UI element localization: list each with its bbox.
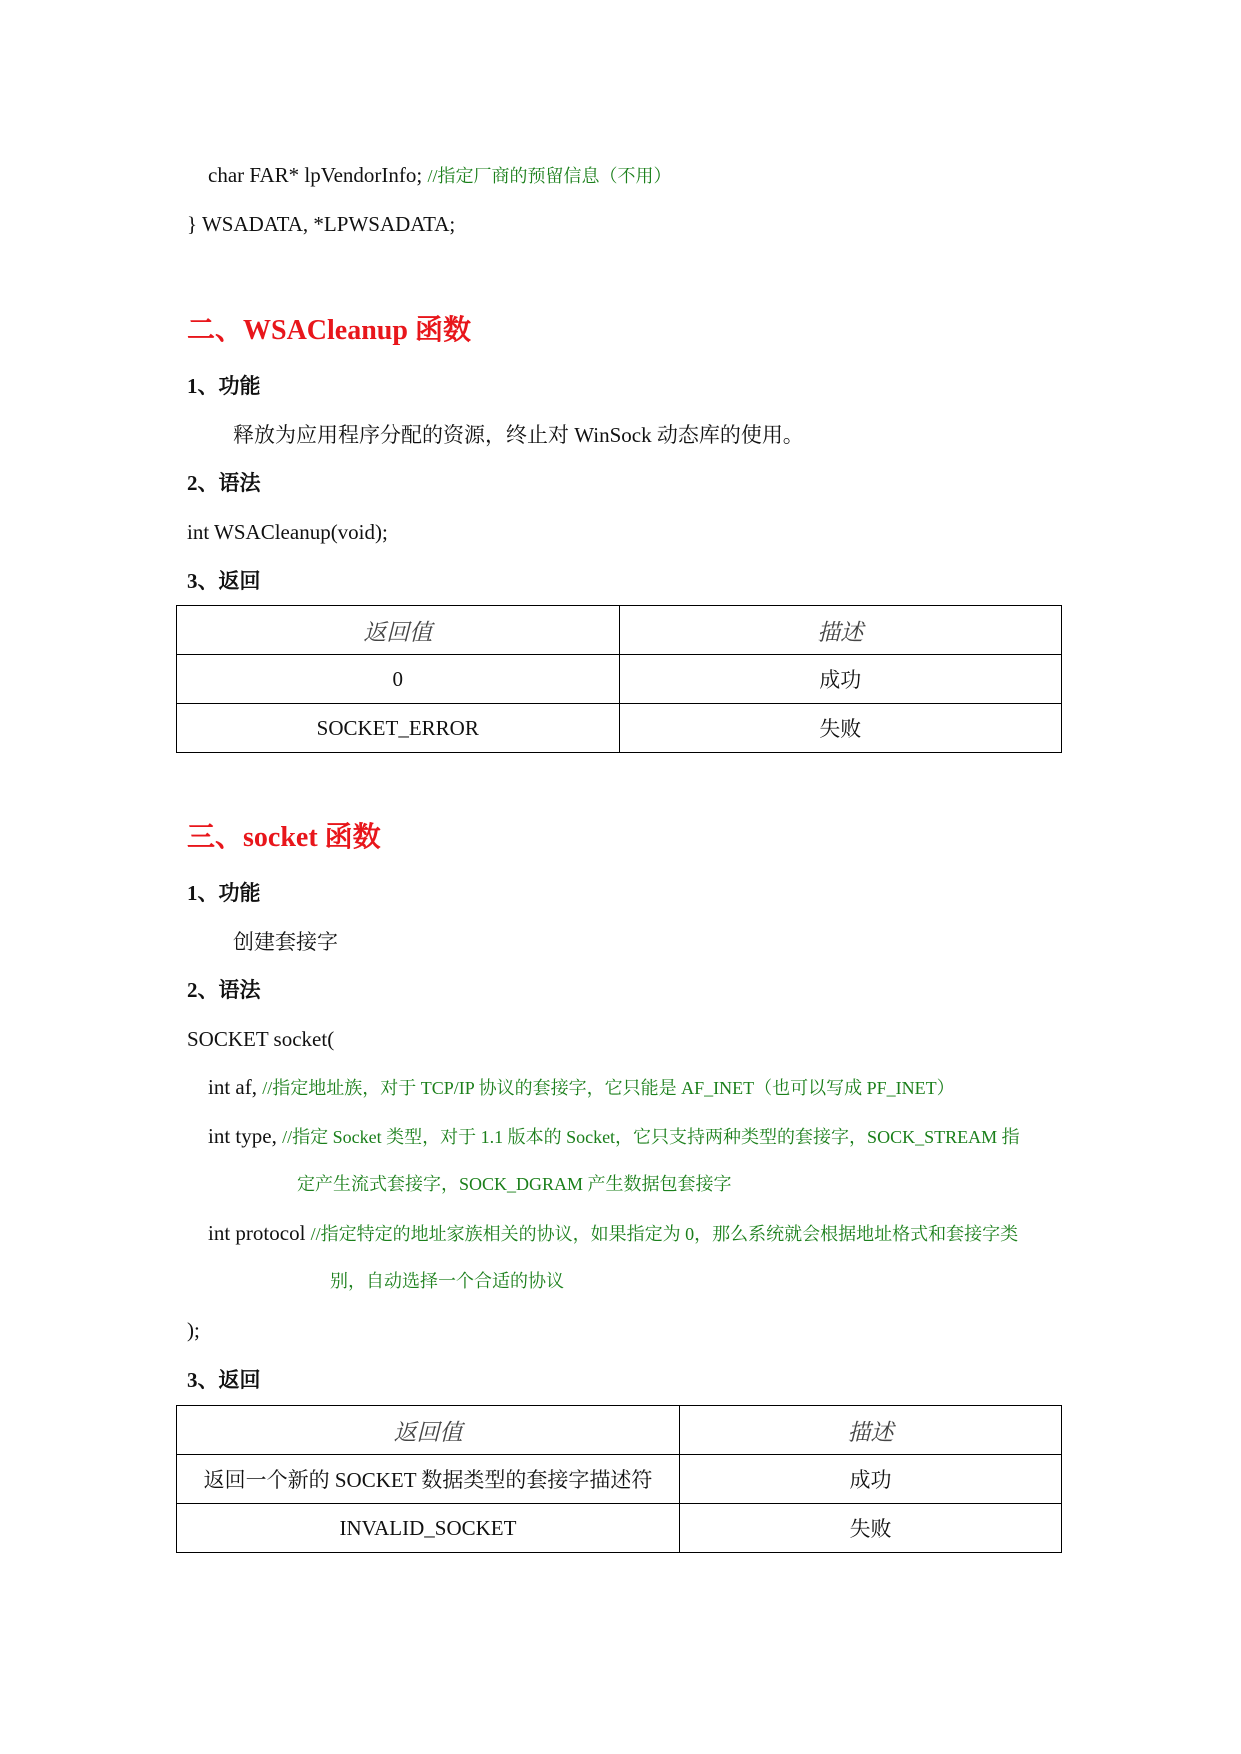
table-header-row <box>177 1406 1062 1455</box>
cell-description: 成功 <box>680 1455 1062 1504</box>
column-header-return-value: 返回值 <box>177 606 620 655</box>
code-comment-continued: 别，自动选择一个合适的协议 <box>330 1271 564 1291</box>
table-header-row <box>177 606 1062 655</box>
section-title-socket: 三、socket 函数 <box>187 822 381 853</box>
column-header-return-value: 返回值 <box>177 1406 680 1455</box>
cell-description: 失败 <box>680 1504 1062 1553</box>
syntax-open: SOCKET socket( <box>187 1027 335 1051</box>
cell-return-value: 0 <box>177 655 620 704</box>
section-title-wsacleanup: 二、WSACleanup 函数 <box>187 315 471 346</box>
cell-description: 失败 <box>619 704 1062 753</box>
cell-return-value: SOCKET_ERROR <box>177 704 620 753</box>
function-description: 释放为应用程序分配的资源，终止对 WinSock 动态库的使用。 <box>233 423 804 447</box>
column-header-description: 描述 <box>619 606 1062 655</box>
heading-return: 3、返回 <box>187 1368 261 1392</box>
struct-line-vendorinfo <box>208 161 672 190</box>
cell-description: 成功 <box>619 655 1062 704</box>
heading-function: 1、功能 <box>187 881 261 905</box>
return-table-wsacleanup <box>176 605 1062 753</box>
column-header-description: 描述 <box>680 1406 1062 1455</box>
cell-return-value: INVALID_SOCKET <box>177 1504 680 1553</box>
syntax-close: ); <box>187 1318 200 1342</box>
struct-line-close: } WSADATA, *LPWSADATA; <box>187 212 456 236</box>
param-af <box>208 1073 955 1102</box>
function-description: 创建套接字 <box>233 930 338 954</box>
syntax-line: int WSACleanup(void); <box>187 520 388 544</box>
code-comment: //指定特定的地址家族相关的协议，如果指定为 0，那么系统就会根据地址格式和套接字类 <box>310 1224 1019 1244</box>
table-row <box>177 1455 1062 1504</box>
heading-syntax: 2、语法 <box>187 471 261 495</box>
table-row <box>177 655 1062 704</box>
heading-syntax: 2、语法 <box>187 978 261 1002</box>
heading-return: 3、返回 <box>187 569 261 593</box>
heading-function: 1、功能 <box>187 374 261 398</box>
table-row <box>177 704 1062 753</box>
code-comment: //指定 Socket 类型，对于 1.1 版本的 Socket，它只支持两种类型的套接字，SOCK_STREAM 指 <box>282 1127 1020 1147</box>
code-text: int type, <box>208 1124 277 1148</box>
code-text: char FAR* lpVendorInfo; <box>208 163 423 187</box>
param-type <box>208 1122 1020 1151</box>
code-comment: //指定地址族，对于 TCP/IP 协议的套接字，它只能是 AF_INET（也可以写成 PF_INET） <box>262 1078 955 1098</box>
code-text: int af, <box>208 1075 257 1099</box>
cell-return-value: 返回一个新的 SOCKET 数据类型的套接字描述符 <box>177 1455 680 1504</box>
return-table-socket <box>176 1405 1062 1553</box>
code-comment: //指定厂商的预留信息（不用） <box>427 166 672 186</box>
param-protocol <box>208 1219 1018 1248</box>
table-row <box>177 1504 1062 1553</box>
code-text: int protocol <box>208 1221 306 1245</box>
code-comment-continued: 定产生流式套接字，SOCK_DGRAM 产生数据包套接字 <box>297 1174 732 1194</box>
